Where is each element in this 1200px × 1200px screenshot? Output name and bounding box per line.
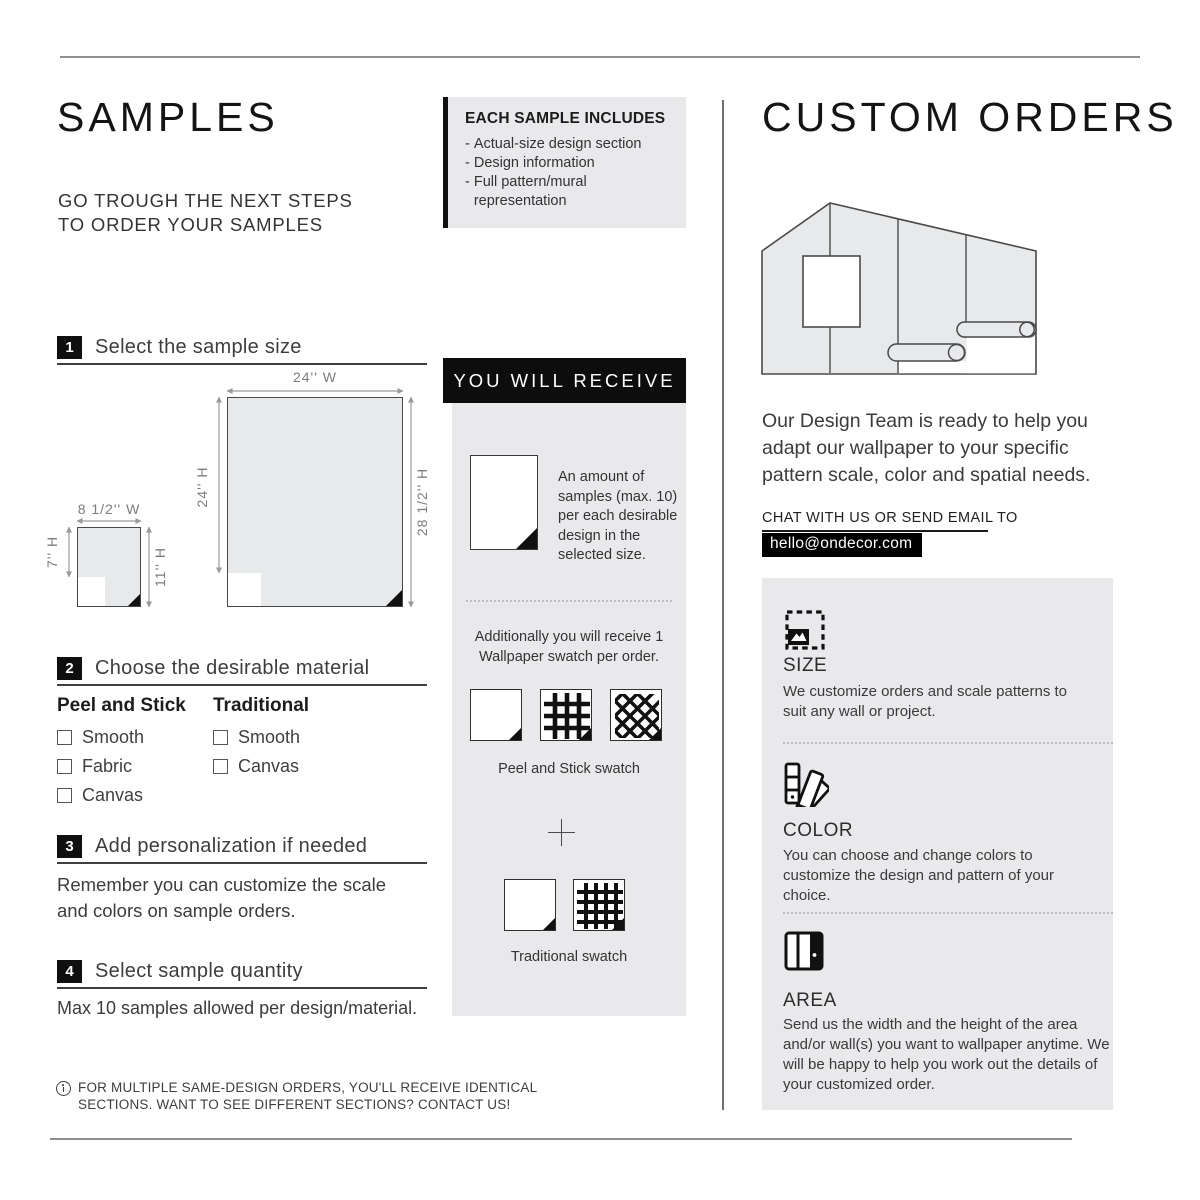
custom-orders-title: CUSTOM ORDERS [762, 94, 1178, 140]
step-2-number: 2 [57, 657, 82, 680]
color-swatch-fan-icon [783, 761, 829, 807]
traditional-swatch-label: Traditional swatch [510, 949, 628, 965]
option-label: Canvas [82, 785, 144, 805]
feature-color-name: COLOR [783, 820, 854, 841]
step-3-number: 3 [57, 835, 82, 858]
bottom-rule [50, 1138, 1072, 1140]
step-1-number: 1 [57, 336, 82, 359]
step-3-header [57, 835, 427, 864]
column-divider [722, 100, 724, 1110]
step-3-note: Remember you can customize the scale and colors on sample orders. [57, 874, 387, 921]
large-height-left-label: 24'' H [194, 466, 210, 508]
sheet-white-strip [78, 577, 105, 606]
includes-item: - Full pattern/mural representation [465, 174, 587, 209]
custom-order-features-panel [762, 578, 1113, 1110]
includes-item: - Actual-size design section [465, 136, 642, 152]
intro-line-1: GO TROUGH THE NEXT STEPS [58, 190, 353, 211]
step-4-header [57, 960, 427, 989]
feature-color-desc: You can choose and change colors to customize the design and pattern of your choice. [783, 847, 1054, 904]
plus-icon [548, 819, 575, 846]
area-wall-panels-icon [783, 930, 825, 972]
option-label: Smooth [238, 727, 301, 747]
additional-text: Additionally you will receive 1 Wallpaper swatch per order. [474, 629, 664, 665]
each-sample-includes-box [443, 97, 686, 228]
large-sample-sheet [227, 397, 403, 607]
includes-title: EACH SAMPLE INCLUDES [465, 110, 666, 127]
info-icon [56, 1081, 71, 1096]
intro-line-2: TO ORDER YOUR SAMPLES [58, 214, 323, 235]
dotted-divider [783, 742, 1113, 744]
material-column-traditional [213, 695, 309, 785]
material-column-peel-and-stick [57, 695, 186, 814]
checkbox[interactable] [57, 788, 72, 803]
option-peel-canvas[interactable] [57, 785, 186, 806]
step-1-title: Select the sample size [95, 336, 302, 358]
step-2-title: Choose the desirable material [95, 657, 370, 679]
small-sample-sheet [77, 527, 141, 607]
step-4-number: 4 [57, 960, 82, 983]
includes-item: - Design information [465, 155, 595, 171]
small-height-right-label: 11'' H [152, 547, 168, 587]
option-traditional-smooth[interactable] [213, 727, 309, 748]
swatch-blank-icon [470, 689, 522, 741]
traditional-title: Traditional [213, 695, 310, 716]
small-height-left-label: 7'' H [44, 535, 60, 569]
peel-and-stick-title: Peel and Stick [57, 695, 186, 716]
house-wallpaper-illustration [760, 197, 1038, 377]
sample-sheet-icon [470, 455, 538, 550]
step-4-title: Select sample quantity [95, 960, 303, 982]
custom-orders-intro: Our Design Team is ready to help you adapt our wallpaper to your specific pattern scale, color and spatial needs. [762, 410, 1091, 486]
top-rule [60, 56, 1140, 58]
step-2-header [57, 657, 427, 686]
feature-area-desc: Send us the width and the height of the area and/or wall(s) you want to wallpaper anytime. We will be happy to help you work out the details of your customized order. [783, 1016, 1110, 1093]
footer-note [78, 1080, 537, 1113]
swatch-blank-icon [504, 879, 556, 931]
checkbox[interactable] [213, 759, 228, 774]
feature-size-name: SIZE [783, 655, 828, 676]
folded-corner-icon [128, 594, 140, 606]
large-height-right-label: 28 1/2'' H [414, 467, 430, 537]
peel-swatch-label: Peel and Stick swatch [498, 761, 640, 777]
amount-text: An amount of samples (max. 10) per each desirable design in the selected size. [558, 469, 678, 563]
you-will-receive-header: YOU WILL RECEIVE [443, 358, 686, 403]
feature-area-name: AREA [783, 990, 837, 1011]
option-peel-fabric[interactable] [57, 756, 186, 777]
checkbox[interactable] [213, 730, 228, 745]
size-icon [783, 608, 827, 652]
step-4-note: Max 10 samples allowed per design/material. [57, 998, 418, 1018]
samples-title: SAMPLES [57, 94, 279, 140]
email-link[interactable]: hello@ondecor.com [762, 533, 922, 557]
chat-label: CHAT WITH US OR SEND EMAIL TO [762, 510, 1018, 526]
swatch-crosshatch-icon [610, 689, 662, 741]
chat-underline [762, 530, 988, 532]
feature-size-desc: We customize orders and scale patterns to suit any wall or project. [783, 683, 1068, 720]
swatch-grid-icon [540, 689, 592, 741]
step-3-title: Add personalization if needed [95, 835, 368, 857]
checkbox[interactable] [57, 730, 72, 745]
dotted-divider [466, 600, 672, 602]
samples-intro [58, 189, 353, 237]
folded-corner-icon [516, 528, 537, 549]
footer-line-1: FOR MULTIPLE SAME-DESIGN ORDERS, YOU'LL RECEIVE IDENTICAL [78, 1080, 538, 1095]
option-traditional-canvas[interactable] [213, 756, 309, 777]
option-peel-smooth[interactable] [57, 727, 186, 748]
swatch-fine-grid-icon [573, 879, 625, 931]
footer-line-2: SECTIONS. WANT TO SEE DIFFERENT SECTIONS? CONTACT US! [78, 1096, 511, 1112]
dotted-divider [783, 912, 1113, 914]
option-label: Fabric [82, 756, 133, 776]
large-width-label: 24'' W [292, 369, 338, 385]
checkbox[interactable] [57, 759, 72, 774]
option-label: Canvas [238, 756, 300, 776]
option-label: Smooth [82, 727, 145, 747]
small-width-label: 8 1/2'' W [77, 501, 141, 517]
sheet-inner-square [261, 573, 299, 606]
folded-corner-icon [386, 590, 402, 606]
